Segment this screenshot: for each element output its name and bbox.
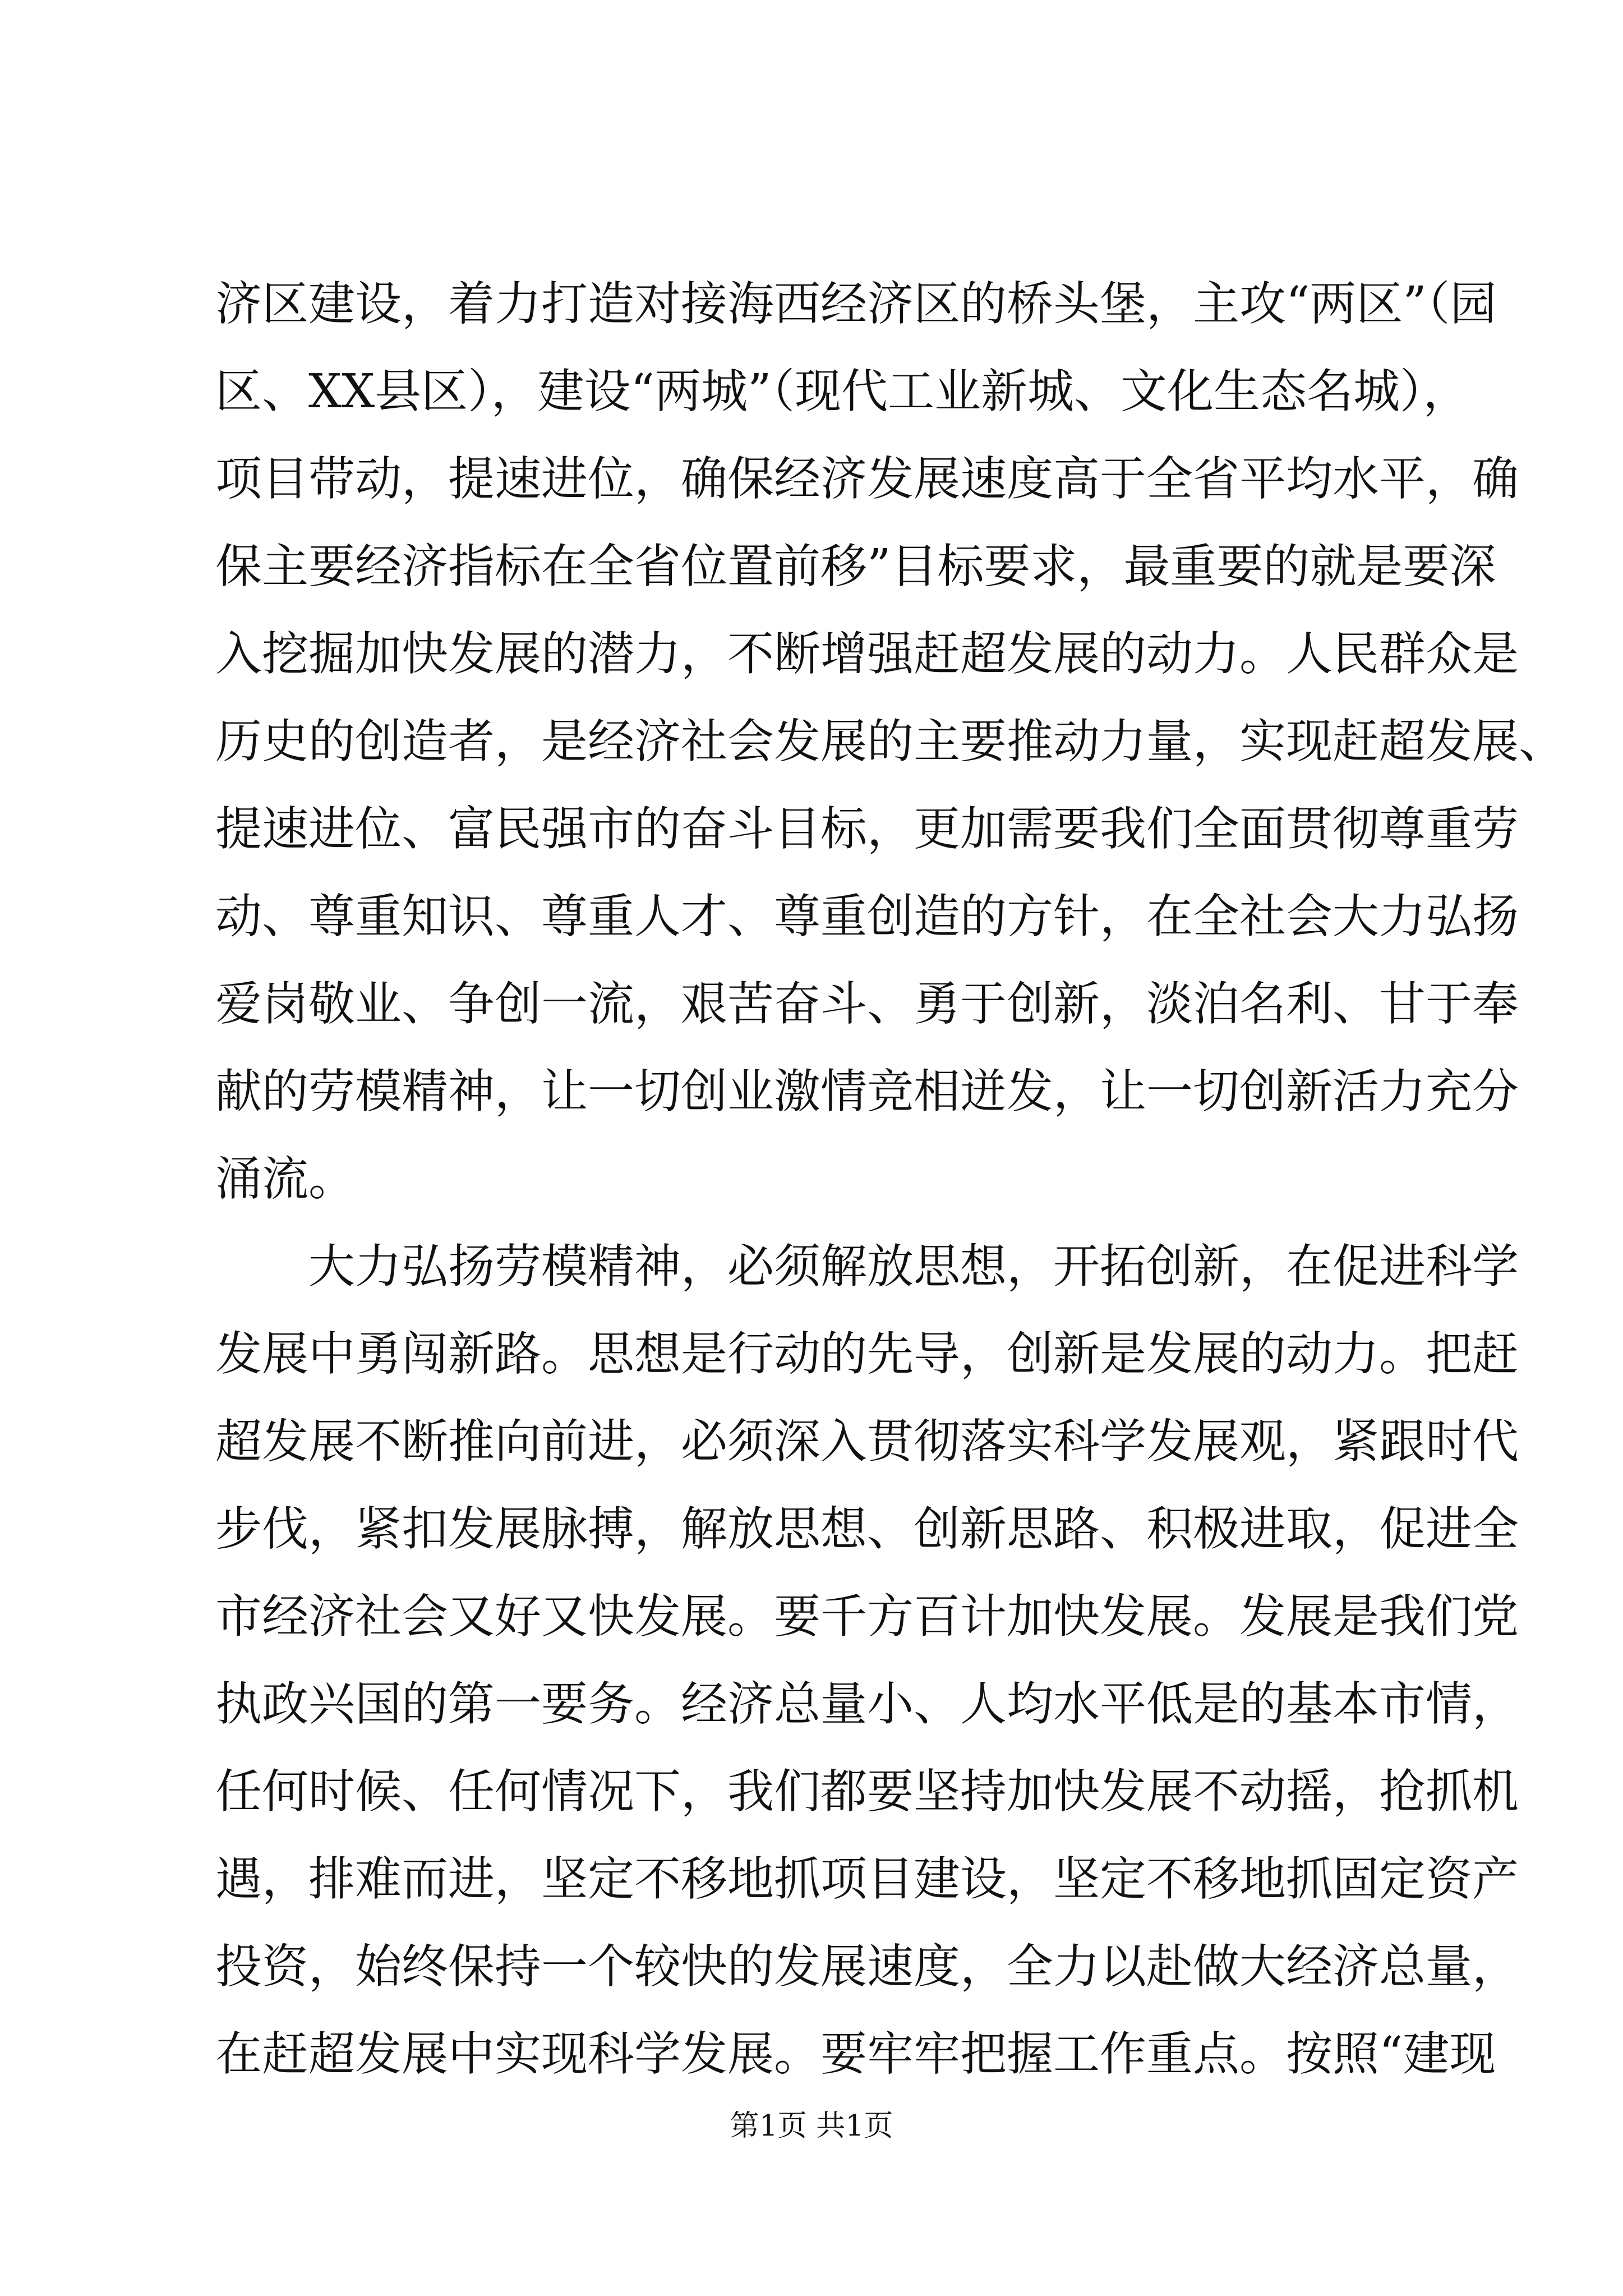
text-line: 项目带动，提速进位，确保经济发展速度高于全省平均水平，确 [215,452,1519,506]
text-line: 遇，排难而进，坚定不移地抓项目建设，坚定不移地抓固定资产 [215,1852,1519,1906]
text-line: 区、XX县区），建设“两城”（现代工业新城、文化生态名城）， [215,364,1470,418]
paragraph-1 [215,260,1565,1223]
text-line: 市经济社会又好又快发展。要千方百计加快发展。发展是我们党 [215,1589,1519,1644]
document-body [215,260,1565,2098]
text-line: 在赶超发展中实现科学发展。要牢牢把握工作重点。按照“建现 [215,2027,1496,2081]
text-line: 保主要经济指标在全省位置前移”目标要求，最重要的就是要深 [215,539,1496,593]
text-line: 投资，始终保持一个较快的发展速度，全力以赴做大经济总量， [215,1939,1519,1994]
text-line: 大力弘扬劳模精神，必须解放思想，开拓创新，在促进科学 [308,1239,1519,1294]
text-line: 任何时候、任何情况下，我们都要坚持加快发展不动摇，抢抓机 [215,1764,1519,1819]
text-line: 济区建设，着力打造对接海西经济区的桥头堡，主攻“两区”（园 [215,277,1497,331]
text-line: 涌流。 [215,1152,355,1206]
text-line: 步伐，紧扣发展脉搏，解放思想、创新思路、积极进取，促进全 [215,1502,1519,1556]
text-line: 提速进位、富民强市的奋斗目标，更加需要我们全面贯彻尊重劳 [215,802,1519,856]
text-line: 动、尊重知识、尊重人才、尊重创造的方针，在全社会大力弘扬 [215,889,1519,944]
text-line: 入挖掘加快发展的潜力，不断增强赶超发展的动力。人民群众是 [215,627,1519,681]
text-line: 爱岗敬业、争创一流，艰苦奋斗、勇于创新，淡泊名利、甘于奉 [215,977,1519,1031]
text-line: 执政兴国的第一要务。经济总量小、人均水平低是的基本市情， [215,1677,1519,1731]
text-line: 历史的创造者，是经济社会发展的主要推动力量，实现赶超发展、 [215,714,1565,769]
page-footer: 第1页 共1页 [730,2109,893,2143]
paragraph-2 [215,1223,1519,2098]
text-line: 献的劳模精神，让一切创业激情竞相迸发，让一切创新活力充分 [215,1064,1519,1119]
text-line: 超发展不断推向前进，必须深入贯彻落实科学发展观，紧跟时代 [215,1414,1519,1469]
text-line: 发展中勇闯新路。思想是行动的先导，创新是发展的动力。把赶 [215,1327,1519,1381]
